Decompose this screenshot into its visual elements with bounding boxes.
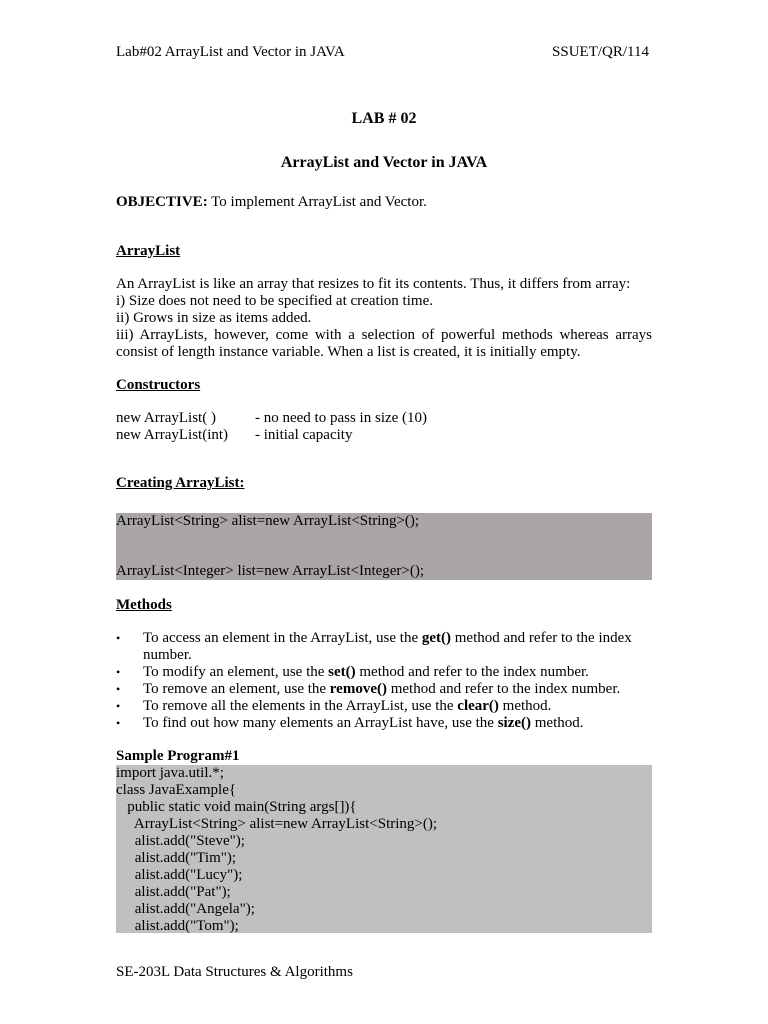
code-line: public static void main(String args[]){ bbox=[116, 799, 357, 815]
methods-heading: Methods bbox=[116, 597, 172, 613]
code-line: alist.add("Tim"); bbox=[116, 850, 237, 866]
code-line: ArrayList<String> alist=new ArrayList<String>(); bbox=[116, 816, 438, 832]
code-line: alist.add("Steve"); bbox=[116, 833, 245, 849]
method-item bbox=[116, 630, 652, 664]
bullet-icon: • bbox=[116, 699, 121, 713]
constructor-description: - no need to pass in size (10) bbox=[255, 410, 428, 426]
method-text: To remove all the elements in the ArrayList, use the bbox=[143, 698, 458, 714]
arraylist-line: iii) ArrayLists, however, come with a selection of powerful methods whereas arrays consist of length instance variable. When a list is created, it is initially empty. bbox=[116, 327, 652, 360]
code-line: alist.add("Angela"); bbox=[116, 901, 255, 917]
objective-text: To implement ArrayList and Vector. bbox=[207, 194, 427, 210]
arraylist-line: An ArrayList is like an array that resizes to fit its contents. Thus, it differs from array: bbox=[116, 276, 631, 292]
constructor-row bbox=[116, 410, 652, 427]
method-name: size() bbox=[497, 715, 532, 731]
creating-heading: Creating ArrayList: bbox=[116, 475, 245, 491]
sample-code-block bbox=[116, 765, 652, 933]
method-text: method. bbox=[498, 698, 552, 714]
objective bbox=[116, 194, 652, 211]
method-text: To remove an element, use the bbox=[143, 681, 330, 697]
code-line: ArrayList<String> alist=new ArrayList<String>(); bbox=[116, 513, 420, 529]
constructors-heading: Constructors bbox=[116, 377, 201, 393]
code-line: alist.add("Tom"); bbox=[116, 918, 239, 934]
methods-list bbox=[116, 630, 652, 732]
bullet-icon: • bbox=[116, 682, 121, 696]
bullet-icon: • bbox=[116, 631, 121, 645]
method-text: method and refer to the index number. bbox=[386, 681, 621, 697]
arraylist-line: ii) Grows in size as items added. bbox=[116, 310, 312, 326]
code-line: alist.add("Pat"); bbox=[116, 884, 231, 900]
method-text: To access an element in the ArrayList, use the bbox=[143, 630, 422, 646]
method-text: method. bbox=[531, 715, 584, 731]
arraylist-description bbox=[116, 276, 652, 361]
bullet-icon: • bbox=[116, 665, 121, 679]
method-name: clear() bbox=[457, 698, 499, 714]
method-name: set() bbox=[328, 664, 356, 680]
method-item bbox=[116, 681, 652, 698]
method-text: To find out how many elements an ArrayList have, use the bbox=[143, 715, 498, 731]
method-name: remove() bbox=[329, 681, 387, 697]
header-left: Lab#02 ArrayList and Vector in JAVA bbox=[116, 44, 345, 60]
code-line: ArrayList<Integer> list=new ArrayList<Integer>(); bbox=[116, 563, 425, 579]
header-right: SSUET/QR/114 bbox=[552, 44, 649, 60]
lab-title: LAB # 02 bbox=[351, 110, 417, 127]
method-text: method and refer to the index number. bbox=[355, 664, 589, 680]
constructors-list bbox=[116, 410, 652, 444]
method-text: method and refer to the index number. bbox=[143, 630, 632, 663]
code-line: class JavaExample{ bbox=[116, 782, 237, 798]
sample-heading: Sample Program#1 bbox=[116, 748, 240, 764]
constructor-description: - initial capacity bbox=[255, 427, 353, 443]
method-item bbox=[116, 698, 652, 715]
code-line: alist.add("Lucy"); bbox=[116, 867, 243, 883]
constructor-signature: new ArrayList(int) bbox=[116, 427, 229, 443]
lab-subtitle: ArrayList and Vector in JAVA bbox=[280, 154, 488, 171]
creating-code-block bbox=[116, 513, 652, 580]
arraylist-line: i) Size does not need to be specified at creation time. bbox=[116, 293, 433, 309]
method-item bbox=[116, 715, 652, 732]
method-text: To modify an element, use the bbox=[143, 664, 329, 680]
constructor-signature: new ArrayList( ) bbox=[116, 410, 216, 426]
code-line: import java.util.*; bbox=[116, 765, 224, 781]
footer: SE-203L Data Structures & Algorithms bbox=[116, 964, 353, 980]
method-item bbox=[116, 664, 652, 681]
arraylist-heading: ArrayList bbox=[116, 243, 181, 259]
constructor-row bbox=[116, 427, 652, 444]
objective-label: OBJECTIVE: bbox=[116, 194, 208, 210]
method-name: get() bbox=[421, 630, 452, 646]
bullet-icon: • bbox=[116, 716, 121, 730]
